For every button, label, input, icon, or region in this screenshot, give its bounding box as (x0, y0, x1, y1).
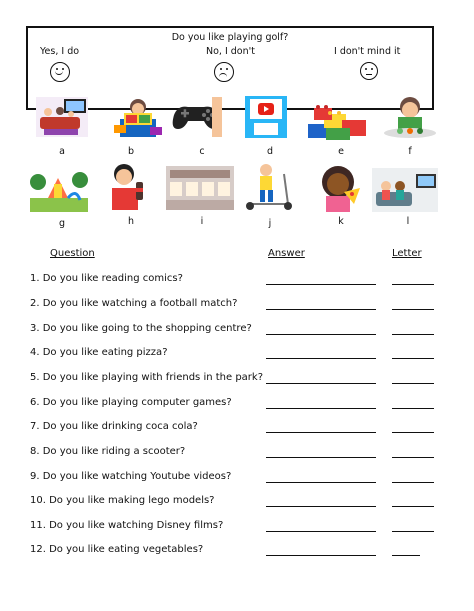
picture-label-c: c (199, 146, 205, 157)
answer-blank[interactable] (266, 531, 376, 532)
column-header-question: Question (50, 248, 95, 259)
question-row-3 (0, 323, 474, 343)
answer-blank[interactable] (266, 309, 376, 310)
picture-label-b: b (127, 146, 135, 157)
question-text: 10. Do you like making lego models? (30, 495, 215, 506)
question-row-8 (0, 446, 474, 466)
letter-blank[interactable] (392, 309, 434, 310)
boy-eating-vegetables-icon (378, 95, 440, 139)
question-row-11 (0, 520, 474, 540)
column-header-letter: Letter (392, 248, 422, 259)
letter-blank[interactable] (392, 457, 434, 458)
answer-blank[interactable] (266, 457, 376, 458)
letter-blank[interactable] (392, 555, 420, 556)
answer-blank[interactable] (266, 482, 376, 483)
smiley-face-icon (50, 62, 70, 82)
letter-blank[interactable] (392, 531, 434, 532)
answer-blank[interactable] (266, 408, 376, 409)
question-text: 4. Do you like eating pizza? (30, 347, 168, 358)
picture-label-a: a (59, 146, 65, 157)
youtube-video-icon (244, 95, 300, 139)
answer-blank[interactable] (266, 334, 376, 335)
column-header-answer: Answer (268, 248, 305, 259)
question-text: 9. Do you like watching Youtube videos? (30, 471, 232, 482)
question-row-10 (0, 495, 474, 515)
letter-blank[interactable] (392, 506, 434, 507)
example-question: Do you like playing golf? (171, 32, 289, 43)
question-row-12 (0, 544, 474, 564)
letter-blank[interactable] (392, 358, 434, 359)
picture-label-l: l (406, 216, 410, 227)
neutral-face-icon (360, 62, 378, 80)
answer-blank[interactable] (266, 284, 376, 285)
picture-label-h: h (127, 216, 135, 227)
playground-park-icon (30, 168, 88, 212)
answer-blank[interactable] (266, 432, 376, 433)
question-row-7 (0, 421, 474, 441)
picture-label-j: j (268, 218, 272, 229)
question-row-9 (0, 471, 474, 491)
boy-reading-comics-icon (110, 95, 166, 139)
picture-label-g: g (58, 218, 66, 229)
shopping-centre-icon (166, 166, 234, 210)
answer-blank[interactable] (266, 358, 376, 359)
letter-blank[interactable] (392, 334, 434, 335)
question-row-6 (0, 397, 474, 417)
letter-blank[interactable] (392, 383, 434, 384)
question-text: 8. Do you like riding a scooter? (30, 446, 186, 457)
question-text: 1. Do you like reading comics? (30, 273, 183, 284)
question-text: 7. Do you like drinking coca cola? (30, 421, 198, 432)
letter-blank[interactable] (392, 482, 434, 483)
letter-blank[interactable] (392, 284, 434, 285)
picture-label-k: k (338, 216, 344, 227)
letter-blank[interactable] (392, 408, 434, 409)
game-controller-icon (168, 95, 224, 139)
question-text: 11. Do you like watching Disney films? (30, 520, 224, 531)
answer-blank[interactable] (266, 383, 376, 384)
boy-riding-scooter-icon (240, 162, 300, 212)
question-text: 5. Do you like playing with friends in the park? (30, 372, 264, 383)
picture-label-e: e (338, 146, 344, 157)
option-yes-label: Yes, I do (40, 46, 80, 57)
question-row-1 (0, 273, 474, 293)
option-no-label: No, I don't (206, 46, 255, 57)
answer-blank[interactable] (266, 506, 376, 507)
sad-face-icon (214, 62, 234, 82)
boy-drinking-cola-icon (104, 162, 150, 212)
question-text: 6. Do you like playing computer games? (30, 397, 232, 408)
question-row-5 (0, 372, 474, 392)
question-row-2 (0, 298, 474, 318)
picture-label-f: f (408, 146, 412, 157)
question-row-4 (0, 347, 474, 367)
answer-blank[interactable] (266, 555, 376, 556)
kids-watching-tv-icon (372, 168, 438, 212)
lego-bricks-icon (306, 100, 372, 144)
picture-label-d: d (266, 146, 274, 157)
picture-label-i: i (200, 216, 204, 227)
question-text: 12. Do you like eating vegetables? (30, 544, 204, 555)
girl-eating-pizza-icon (314, 164, 364, 212)
question-text: 3. Do you like going to the shopping centre? (30, 323, 252, 334)
letter-blank[interactable] (392, 432, 434, 433)
option-dont-mind-label: I don't mind it (334, 46, 401, 57)
question-text: 2. Do you like watching a football match? (30, 298, 238, 309)
family-watching-tv-icon (34, 95, 90, 139)
